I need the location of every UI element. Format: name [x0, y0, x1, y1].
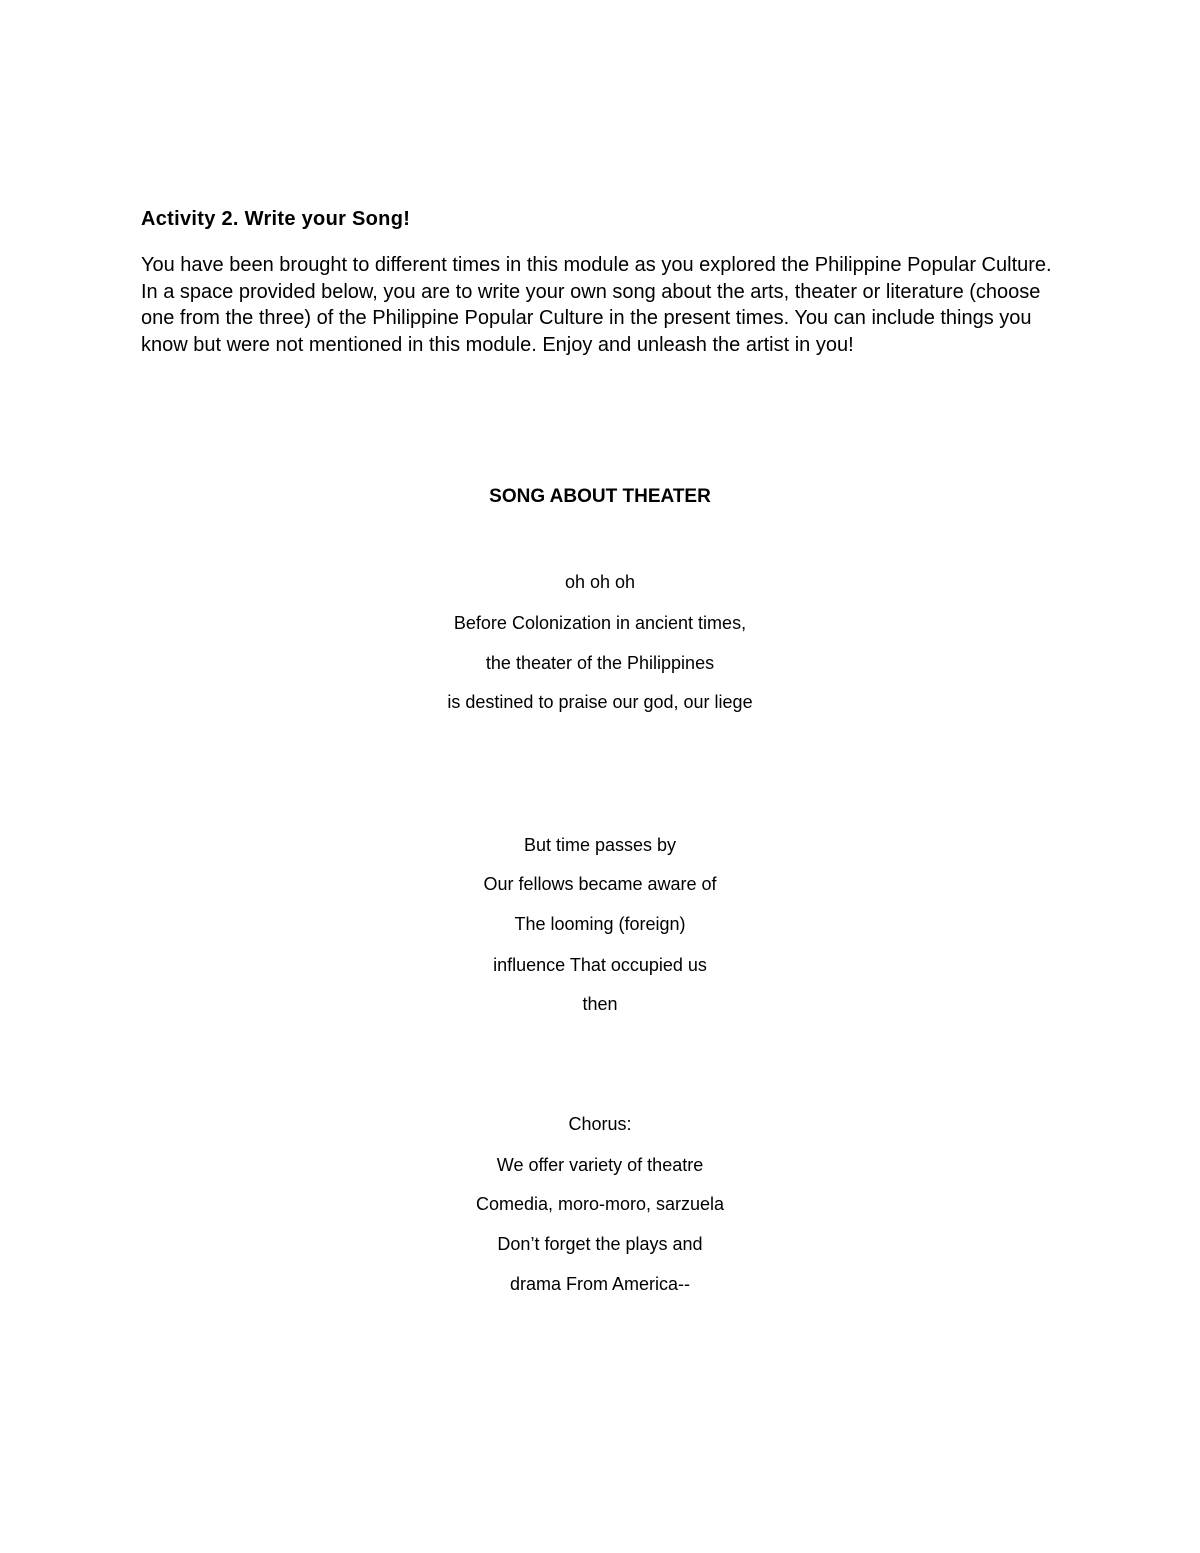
verse2-line-4: influence That occupied us [493, 955, 707, 975]
verse2-line-3: The looming (foreign) [514, 914, 686, 934]
chorus-line-2: Comedia, moro-moro, sarzuela [475, 1194, 725, 1214]
activity-heading: Activity 2. Write your Song! [141, 208, 411, 230]
verse1-line-2: Before Colonization in ancient times, [453, 613, 747, 633]
activity-instructions: You have been brought to different times in this module as you explored the Philippine Popular Culture. In a space provided below, you are to write your own song about the arts, theater or literature (choose one from the three) of the Philippine Popular Culture in the present times. You can include things you know but were not mentioned in this module. Enjoy and unleash the artist in you! [141, 254, 1052, 356]
verse1-line-3: the theater of the Philippines [485, 653, 715, 673]
verse2-line-5: then [582, 994, 618, 1014]
chorus-line-1: We offer variety of theatre [496, 1155, 704, 1175]
verse1-line-4: is destined to praise our god, our liege [447, 692, 753, 712]
verse2-line-2: Our fellows became aware of [483, 874, 717, 894]
verse1-line-1: oh oh oh [564, 572, 636, 592]
chorus-label: Chorus: [568, 1114, 632, 1134]
verse2-line-1: But time passes by [523, 835, 677, 855]
chorus-line-3: Don’t forget the plays and [497, 1234, 703, 1254]
chorus-line-4: drama From America-- [509, 1274, 691, 1294]
song-title: SONG ABOUT THEATER [489, 486, 711, 507]
